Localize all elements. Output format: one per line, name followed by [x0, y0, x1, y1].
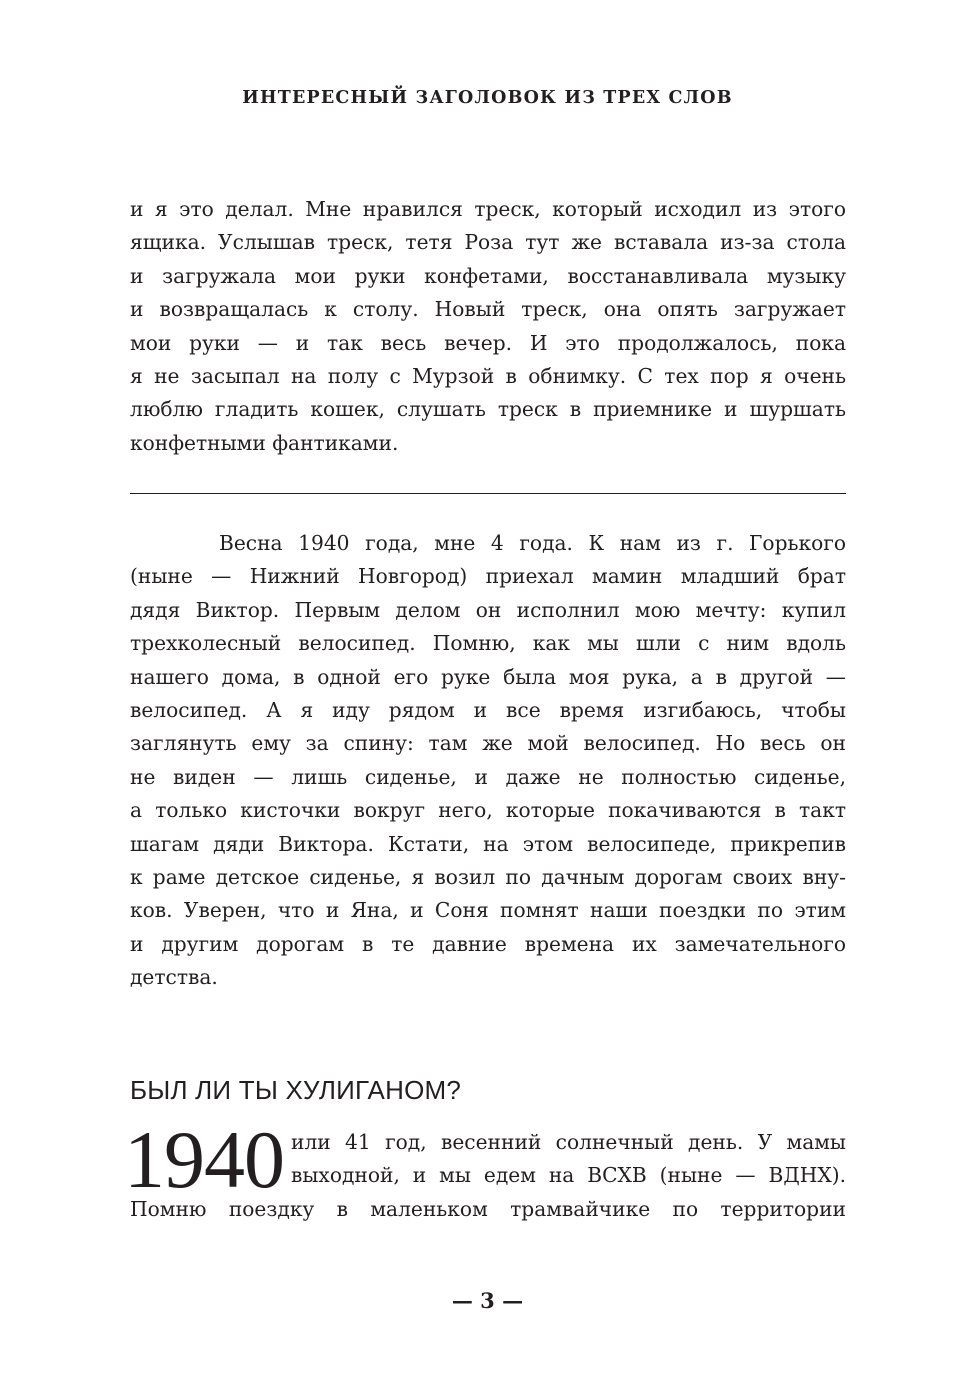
text-line: выходной, и мы едем на ВСХВ (ныне — ВДНХ).	[291, 1163, 846, 1188]
paragraph-1	[130, 193, 846, 460]
text-line: и я это делал. Мне нравился треск, который исходил из этого	[130, 197, 846, 221]
drop-cap-year: 1940	[124, 1114, 284, 1205]
text-line: а только кисточки вокруг него, которые покачиваются в такт	[130, 798, 846, 823]
paragraph-3-wrapped	[291, 1126, 846, 1193]
text-line: или 41 год, весенний солнечный день. У мамы	[291, 1130, 846, 1154]
text-line: ящика. Услышав треск, тетя Роза тут же вставала из-за стола	[130, 230, 846, 255]
text-line: (ныне — Нижний Новгород) приехал мамин младший брат	[130, 564, 846, 589]
text-line: заглянуть ему за спину: там же мой велосипед. Но весь он	[130, 731, 846, 756]
text-line: мои руки — и так весь вечер. И это продолжалось, пока	[130, 330, 846, 355]
text-line: люблю гладить кошек, слушать треск в приемнике и шуршать	[130, 397, 846, 422]
text-line: ков. Уверен, что и Яна, и Соня помнят наши поездки по этим	[130, 898, 846, 923]
text-line: и возвращалась к столу. Новый треск, она опять загружает	[130, 297, 846, 322]
running-head: ИНТЕРЕСНЫЙ ЗАГОЛОВОК ИЗ ТРЕХ СЛОВ	[242, 88, 733, 108]
text-line: не виден — лишь сиденье, и даже не полностью сиденье,	[130, 764, 846, 789]
text-line: и загружала мои руки конфетами, восстанавливала музыку	[130, 263, 846, 288]
section-heading: БЫЛ ЛИ ТЫ ХУЛИГАНОМ?	[130, 1075, 462, 1105]
text-line: Весна 1940 года, мне 4 года. К нам из г. Горького	[219, 531, 846, 555]
text-line: я не засыпал на полу с Мурзой в обнимку. С тех пор я очень	[130, 363, 846, 388]
paragraph-2	[130, 527, 846, 994]
section-divider	[130, 493, 846, 494]
text-line: конфетными фантиками.	[130, 430, 399, 455]
text-line: трехколесный велосипед. Помню, как мы шли с ним вдоль	[130, 631, 846, 656]
text-line: Помню поездку в маленьком трамвайчике по территории	[130, 1197, 846, 1221]
text-line: к раме детское сиденье, я возил по дачным дорогам своих вну-	[130, 864, 846, 889]
text-line: велосипед. А я иду рядом и все время изгибаюсь, чтобы	[130, 697, 846, 722]
page-number: — 3 —	[451, 1288, 524, 1313]
text-line: детства.	[130, 965, 218, 990]
text-line: дядя Виктор. Первым делом он исполнил мою мечту: купил	[130, 597, 846, 622]
paragraph-3-full	[130, 1193, 846, 1226]
text-line: и другим дорогам в те давние времена их замечательного	[130, 931, 846, 956]
text-line: шагам дяди Виктора. Кстати, на этом велосипеде, прикрепив	[130, 831, 846, 856]
text-line: нашего дома, в одной его руке была моя рука, а в другой —	[130, 664, 846, 689]
